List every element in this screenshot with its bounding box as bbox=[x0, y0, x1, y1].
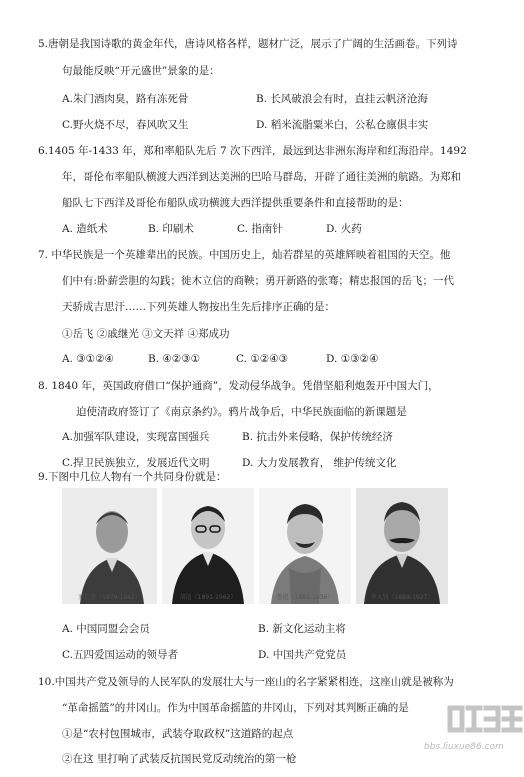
q7-option-b: B. ④②③① bbox=[148, 353, 201, 365]
q8-option-b: B. 抗击外来侵略，保护传统经济 bbox=[242, 431, 393, 443]
photo-caption: 鲁迅（1881-1936） bbox=[276, 594, 334, 601]
q5-option-b: B. 长风破浪会有时，直挂云帆济沧海 bbox=[256, 93, 428, 105]
watermark-logo-icon bbox=[446, 702, 524, 736]
q10-line2: “革命摇篮”的井冈山。作为中国革命摇篮的井冈山，下列对其判断正确的是 bbox=[62, 702, 409, 714]
q5-line2: 句最能反映“开元盛世”景象的是： bbox=[62, 65, 220, 77]
q7-line1: 7. 中华民族是一个英雄辈出的民族。中国历史上，灿若群星的英雄辉映着祖国的天空。他 bbox=[38, 249, 451, 261]
q9-option-d: D. 中国共产党党员 bbox=[258, 649, 347, 661]
q8-line1: 8. 1840 年，英国政府借口“保护通商”，发动侵华战争。凭借坚船利炮轰开中国大门， bbox=[38, 380, 439, 392]
q7-option-a: A. ③①②④ bbox=[62, 353, 114, 365]
q8-line2: 迫使清政府签订了《南京条约》。鸦片战争后，中华民族面临的新课题是 bbox=[76, 406, 407, 418]
q9-option-b: B. 新文化运动主将 bbox=[258, 623, 346, 635]
q7-line2: 们中有:卧薪尝胆的勾践；徙木立信的商鞅；勇开新路的张骞；精忠报国的岳飞；一代 bbox=[62, 275, 455, 287]
portrait-photo bbox=[259, 488, 351, 604]
q5-option-d: D. 稻米流脂粟米白，公私仓廪俱丰实 bbox=[256, 119, 429, 131]
q6-line2: 年，哥伦布率船队横渡大西洋到达美洲的巴哈马群岛，开辟了通往美洲的航路。为郑和 bbox=[62, 171, 461, 183]
q10-line1: 10.中国共产党及领导的人民军队的发展壮大与一座山的名字紧紧相连，这座山就是被称为 bbox=[38, 676, 454, 688]
site-watermark bbox=[412, 702, 524, 777]
q9-option-a: A. 中国同盟会会员 bbox=[62, 623, 150, 635]
q7-option-c: C. ①②④③ bbox=[236, 353, 288, 365]
q6-option-d: D. 火药 bbox=[326, 223, 362, 235]
q9-option-c: C.五四爱国运动的领导者 bbox=[62, 649, 178, 661]
q6-option-b: B. 印刷术 bbox=[148, 223, 194, 235]
portrait-photo bbox=[162, 488, 254, 604]
photo-caption: 刘伯坚（1879-1942） bbox=[78, 594, 141, 601]
q7-items: ①岳飞 ②戚继光 ③文天祥 ④郑成功 bbox=[62, 328, 230, 340]
photo-caption: 李大钊（1889-1927） bbox=[370, 594, 434, 601]
q5-line1: 5.唐朝是我国诗歌的黄金年代，唐诗风格各样，题材广泛，展示了广阔的生活画卷。下列诗 bbox=[38, 38, 458, 50]
q6-option-c: C. 指南针 bbox=[237, 223, 283, 235]
portrait-photo bbox=[356, 488, 448, 604]
q9-line1: 9.下图中几位人物有一个共同身份就是： bbox=[38, 471, 227, 483]
q5-option-a: A.朱门酒肉臭，路有冻死骨 bbox=[62, 93, 189, 105]
q8-option-a: A.加强军队建设，实现富国强兵 bbox=[62, 431, 210, 443]
q6-line1: 6.1405 年-1433 年，郑和率船队先后 7 次下西洋，最远到达非洲东海岸和红海沿岸。1492 bbox=[38, 145, 467, 157]
q5-option-c: C.野火烧不尽，春风吹又生 bbox=[62, 119, 189, 131]
photo-caption: 胡适（1891-1962） bbox=[179, 594, 237, 601]
q10-statement-2: ②在这 里打响了武装反抗国民党反动统治的第一枪 bbox=[62, 753, 297, 765]
q8-option-d: D. 大力发展教育， 维护传统文化 bbox=[242, 457, 397, 469]
q7-option-d: D. ①③②④ bbox=[326, 353, 379, 365]
q6-option-a: A. 造纸术 bbox=[62, 223, 108, 235]
watermark-url: bbs.liuxue86.com bbox=[424, 742, 504, 752]
q8-option-c: C.捍卫民族独立，发展近代文明 bbox=[62, 457, 210, 469]
q6-line3: 船队七下西洋及哥伦布船队成功横渡大西洋提供重要条件和直接帮助的是： bbox=[62, 197, 409, 209]
q7-line3: 天骄成吉思汗……下列英雄人物按出生先后排序正确的是： bbox=[62, 301, 335, 313]
portrait-photos bbox=[62, 488, 462, 606]
portrait-photo bbox=[62, 488, 157, 604]
q10-statement-1: ①是“农村包围城市，武装夺取政权”这道路的起点 bbox=[62, 728, 294, 740]
